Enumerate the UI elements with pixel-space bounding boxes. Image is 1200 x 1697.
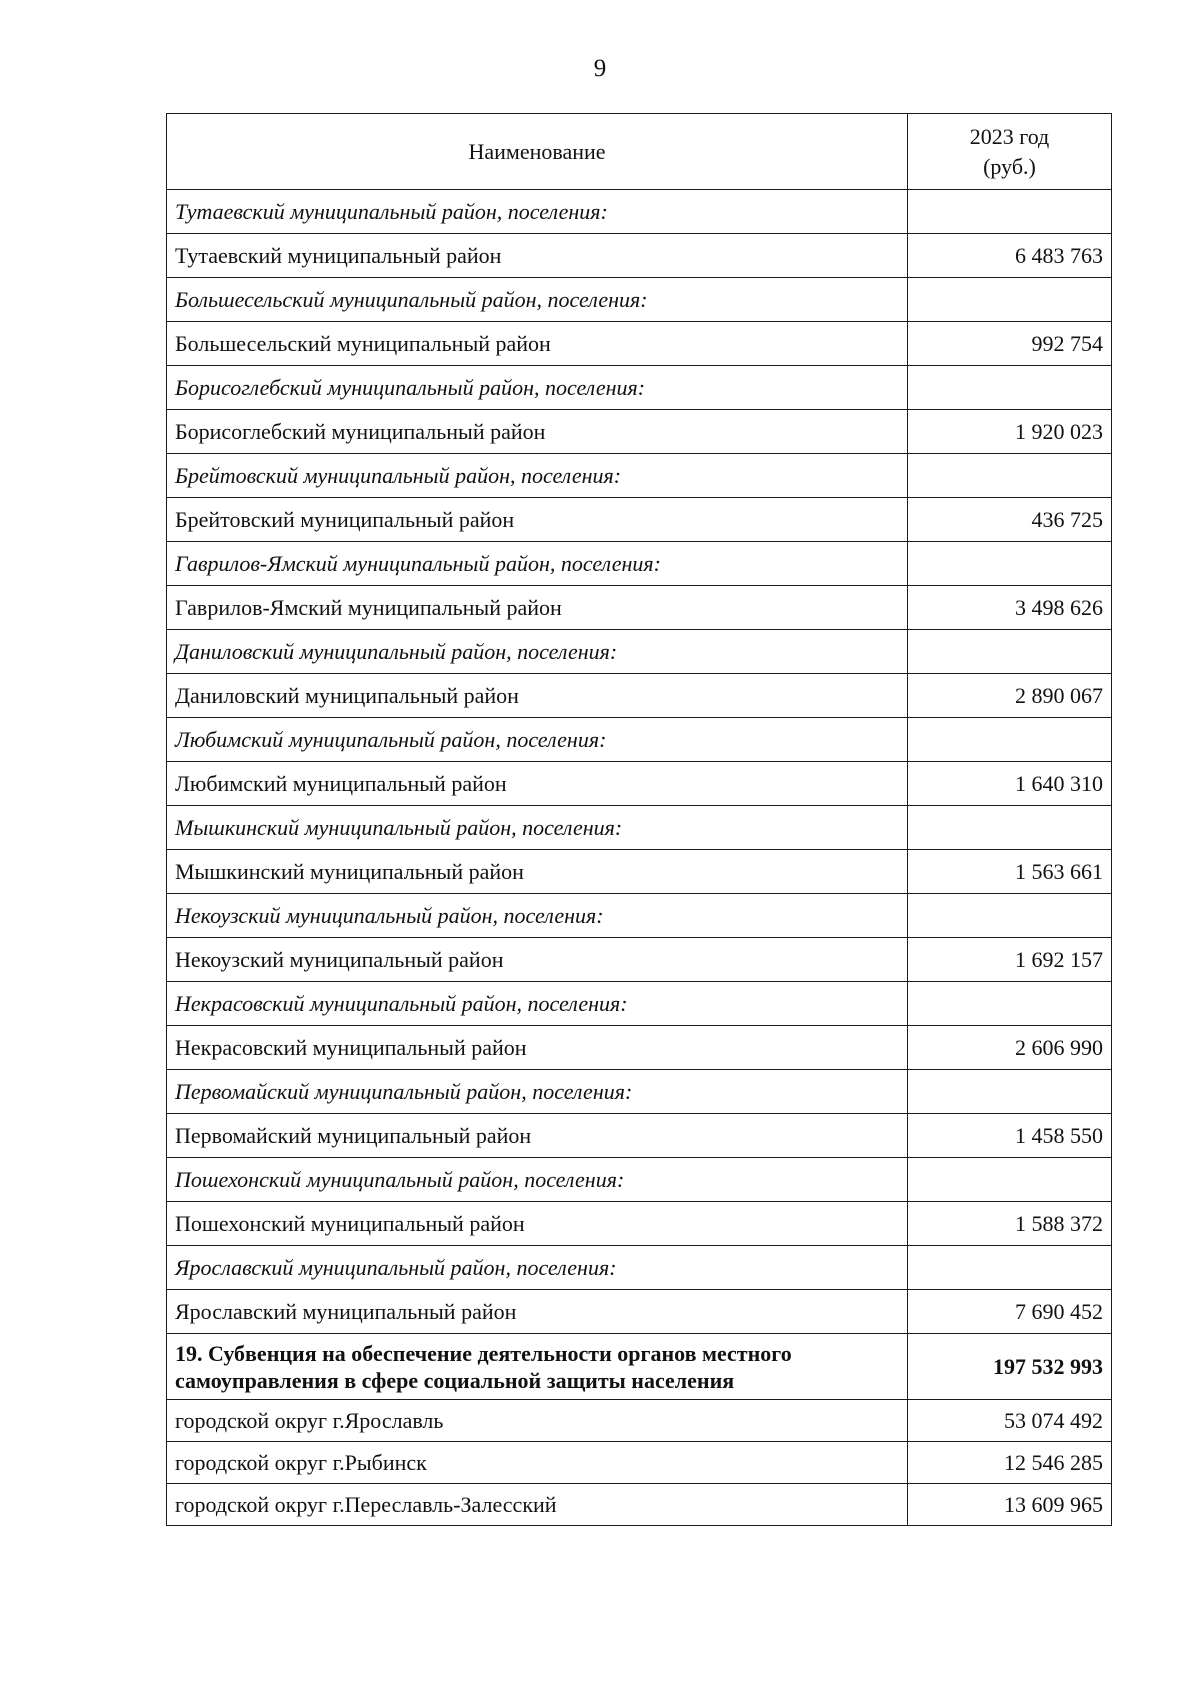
row-name-cell: Большесельский муниципальный район, поселения: (167, 278, 908, 322)
row-value-cell: 1 458 550 (908, 1114, 1112, 1158)
row-value-cell: 992 754 (908, 322, 1112, 366)
row-value-cell: 2 606 990 (908, 1026, 1112, 1070)
table-row (167, 1070, 1112, 1114)
row-value-cell: 1 920 023 (908, 410, 1112, 454)
header-year-label: 2023 год (969, 123, 1050, 149)
row-value-cell: 3 498 626 (908, 586, 1112, 630)
table-row (167, 410, 1112, 454)
row-value-cell: 2 890 067 (908, 674, 1112, 718)
table-row (167, 454, 1112, 498)
row-name-cell: Даниловский муниципальный район (167, 674, 908, 718)
row-value-cell (908, 1158, 1112, 1202)
table-row (167, 894, 1112, 938)
row-value-cell (908, 454, 1112, 498)
row-value-cell (908, 1246, 1112, 1290)
table-row (167, 850, 1112, 894)
row-value-cell (908, 806, 1112, 850)
row-name-cell: Даниловский муниципальный район, поселения: (167, 630, 908, 674)
row-value-cell (908, 1070, 1112, 1114)
table-row (167, 762, 1112, 806)
table-row (167, 234, 1112, 278)
table-row (167, 718, 1112, 762)
table-row (167, 1026, 1112, 1070)
row-name-cell: Некоузский муниципальный район, поселения: (167, 894, 908, 938)
table-row (167, 1114, 1112, 1158)
budget-table (166, 113, 1112, 1526)
row-name-cell: Гаврилов-Ямский муниципальный район, поселения: (167, 542, 908, 586)
row-value-cell: 6 483 763 (908, 234, 1112, 278)
row-name-cell: Тутаевский муниципальный район, поселения: (167, 190, 908, 234)
row-name-cell: городской округ г.Рыбинск (167, 1442, 908, 1484)
table-row (167, 938, 1112, 982)
table-row (167, 806, 1112, 850)
row-value-cell (908, 542, 1112, 586)
table-row (167, 1290, 1112, 1334)
table-row (167, 322, 1112, 366)
row-name-cell: Ярославский муниципальный район, поселения: (167, 1246, 908, 1290)
row-name-cell: Любимский муниципальный район (167, 762, 908, 806)
row-name-cell: Ярославский муниципальный район (167, 1290, 908, 1334)
row-value-cell (908, 982, 1112, 1026)
row-value-cell: 1 563 661 (908, 850, 1112, 894)
row-name-cell: Некоузский муниципальный район (167, 938, 908, 982)
row-name-cell: Мышкинский муниципальный район (167, 850, 908, 894)
row-value-cell: 12 546 285 (908, 1442, 1112, 1484)
row-value-cell (908, 278, 1112, 322)
row-value-cell (908, 718, 1112, 762)
row-value-cell (908, 366, 1112, 410)
table-header-row (167, 114, 1112, 190)
row-name-cell: Первомайский муниципальный район, поселения: (167, 1070, 908, 1114)
row-name-cell: Борисоглебский муниципальный район, поселения: (167, 366, 908, 410)
row-name-cell: Борисоглебский муниципальный район (167, 410, 908, 454)
table-row (167, 1484, 1112, 1526)
table-row (167, 1202, 1112, 1246)
header-year-cell (908, 114, 1112, 190)
row-name-cell: Мышкинский муниципальный район, поселения: (167, 806, 908, 850)
row-value-cell: 1 588 372 (908, 1202, 1112, 1246)
row-name-cell: Брейтовский муниципальный район (167, 498, 908, 542)
table-body (167, 190, 1112, 1526)
table-row (167, 278, 1112, 322)
row-value-cell (908, 894, 1112, 938)
row-name-cell: Некрасовский муниципальный район, поселения: (167, 982, 908, 1026)
row-value-cell: 13 609 965 (908, 1484, 1112, 1526)
row-name-cell: Некрасовский муниципальный район (167, 1026, 908, 1070)
table-row (167, 1246, 1112, 1290)
row-value-cell: 436 725 (908, 498, 1112, 542)
table-row (167, 1442, 1112, 1484)
row-value-cell: 197 532 993 (908, 1334, 1112, 1400)
table-row (167, 674, 1112, 718)
row-name-cell: Большесельский муниципальный район (167, 322, 908, 366)
header-name-cell: Наименование (167, 114, 908, 190)
row-value-cell: 53 074 492 (908, 1400, 1112, 1442)
row-value-cell: 1 692 157 (908, 938, 1112, 982)
table-row (167, 982, 1112, 1026)
row-name-cell: Первомайский муниципальный район (167, 1114, 908, 1158)
row-value-cell (908, 190, 1112, 234)
header-unit-label: (руб.) (983, 153, 1036, 179)
table-row (167, 498, 1112, 542)
page-number: 9 (593, 55, 607, 82)
table-row (167, 1334, 1112, 1400)
row-name-cell: Брейтовский муниципальный район, поселения: (167, 454, 908, 498)
row-value-cell: 1 640 310 (908, 762, 1112, 806)
table-row (167, 1400, 1112, 1442)
row-name-cell: Любимский муниципальный район, поселения: (167, 718, 908, 762)
table-row (167, 586, 1112, 630)
row-value-cell: 7 690 452 (908, 1290, 1112, 1334)
table-row (167, 542, 1112, 586)
table-row (167, 1158, 1112, 1202)
row-name-cell: 19. Субвенция на обеспечение деятельности органов местного самоуправления в сфере социальной защиты населения (167, 1334, 908, 1400)
row-value-cell (908, 630, 1112, 674)
table-row (167, 630, 1112, 674)
table-row (167, 366, 1112, 410)
row-name-cell: Пошехонский муниципальный район, поселения: (167, 1158, 908, 1202)
row-name-cell: Гаврилов-Ямский муниципальный район (167, 586, 908, 630)
row-name-cell: городской округ г.Переславль-Залесский (167, 1484, 908, 1526)
row-name-cell: Пошехонский муниципальный район (167, 1202, 908, 1246)
row-name-cell: Тутаевский муниципальный район (167, 234, 908, 278)
table-row (167, 190, 1112, 234)
row-name-cell: городской округ г.Ярославль (167, 1400, 908, 1442)
